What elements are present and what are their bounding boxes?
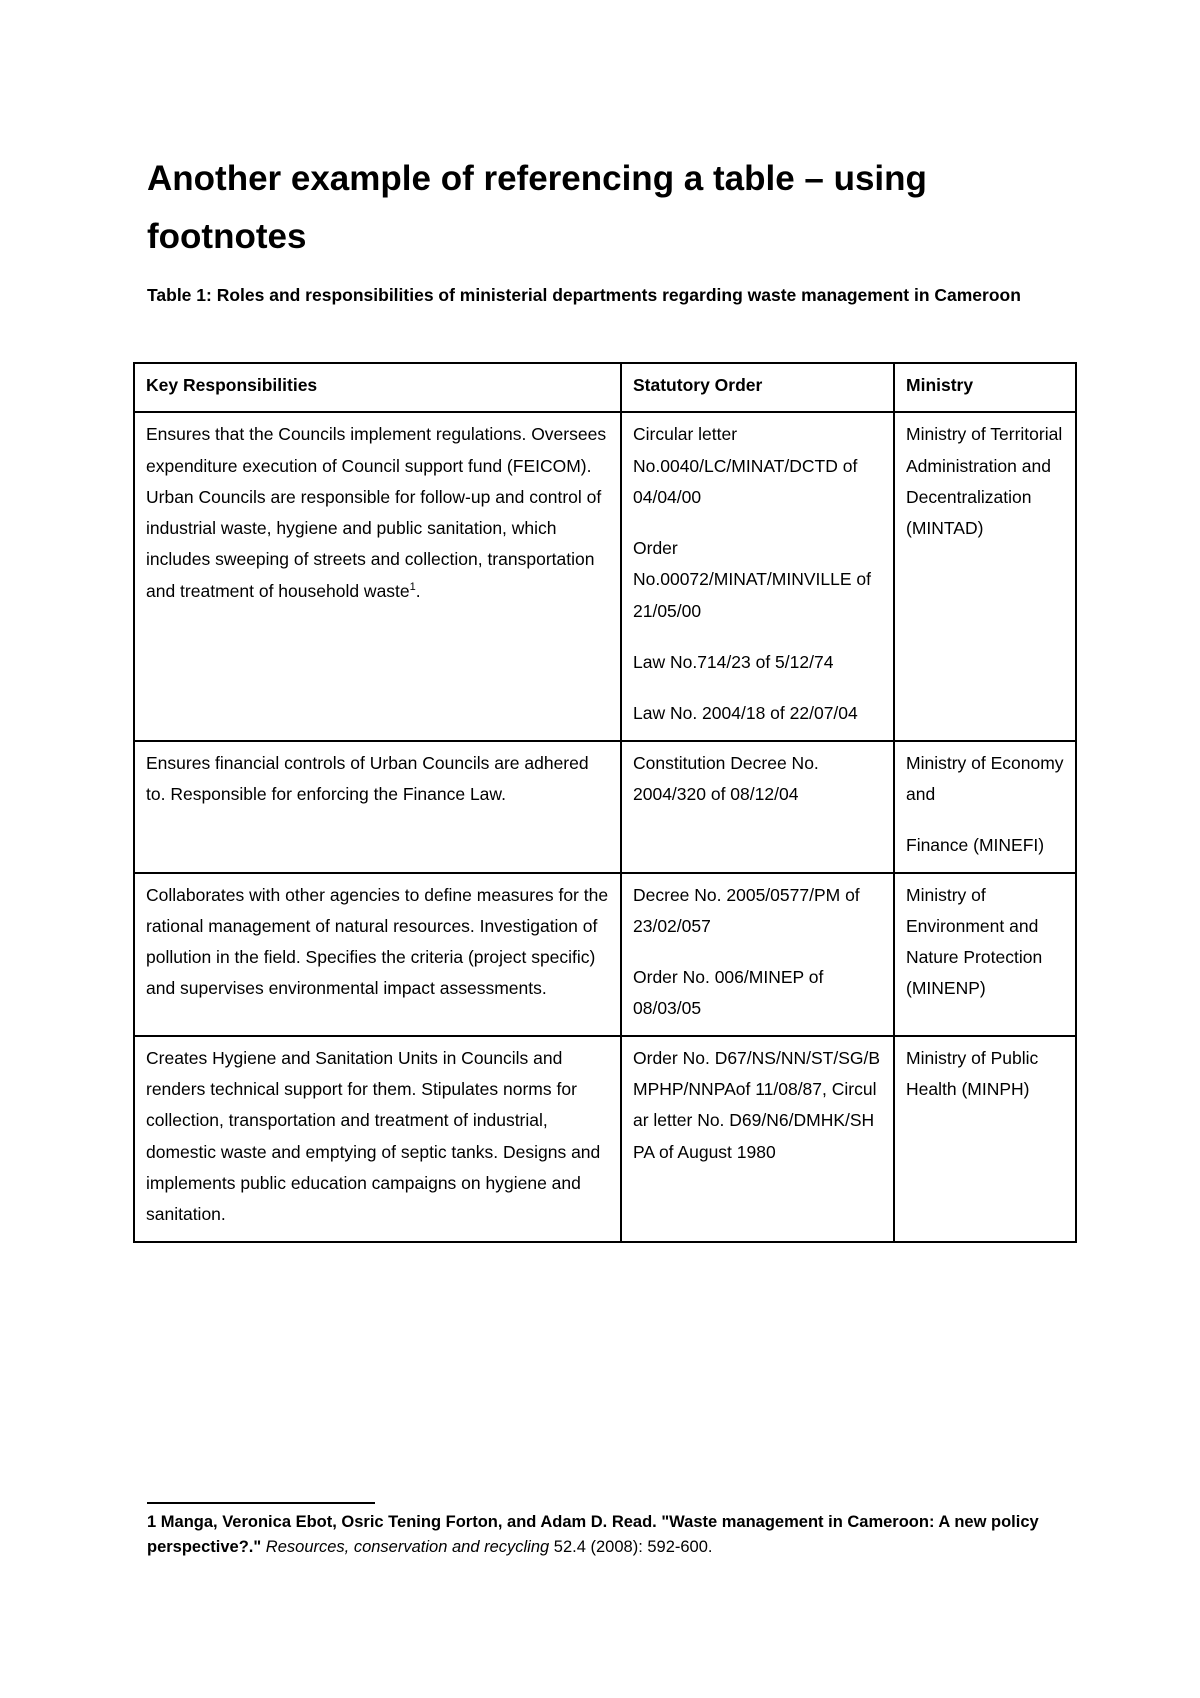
statutory-order-cell <box>621 1036 894 1242</box>
table-row <box>134 741 1076 873</box>
ministry-name: Finance (MINEFI) <box>906 835 1045 856</box>
ministry-name: Ministry of Economy and <box>906 752 1064 804</box>
footnote-separator <box>147 1502 375 1504</box>
responsibilities-cell <box>134 873 621 1036</box>
responsibilities-text: Ensures financial controls of Urban Councils are adhered to. Responsible for enforcing the Finance Law. <box>146 752 589 804</box>
column-header-ministry: Ministry <box>894 363 1076 412</box>
statutory-order-cell <box>621 741 894 873</box>
statutory-order: Law No.714/23 of 5/12/74 <box>633 652 834 673</box>
ministry-cell <box>894 412 1076 740</box>
table-row <box>134 873 1076 1036</box>
ministry-name: Ministry of Environment and Nature Protection (MINENP) <box>906 884 1043 999</box>
responsibilities-cell <box>134 412 621 740</box>
footnote-title: "Waste management in Cameroon: A new policy perspective?." <box>147 1513 1039 1556</box>
statutory-order-cell <box>621 412 894 740</box>
footnote-authors: Manga, Veronica Ebot, Osric Tening Forton, and Adam D. Read. <box>160 1513 657 1531</box>
table-caption: Table 1: Roles and responsibilities of ministerial departments regarding waste management in Cameroon <box>147 285 1021 305</box>
statutory-order: Order No.00072/MINAT/MINVILLE of 21/05/00 <box>633 538 871 621</box>
page-title: Another example of referencing a table – using footnotes <box>147 159 927 256</box>
column-header-statutory-order: Statutory Order <box>621 363 894 412</box>
footnote-citation: 52.4 (2008): 592-600. <box>553 1538 713 1556</box>
statutory-order: Order No. D67/NS/NN/ST/SG/BMPHP/NNPAof 11/08/87, Circular letter No. D69/N6/DMHK/SHPA of August 1980 <box>633 1047 881 1162</box>
responsibilities-cell <box>134 741 621 873</box>
footnote-number: 1 <box>147 1513 157 1531</box>
statutory-order: Decree No. 2005/0577/PM of 23/02/057 <box>633 884 860 936</box>
responsibilities-text: Creates Hygiene and Sanitation Units in Councils and renders technical support for them. Stipulates norms for collection, transportation and treatment of industrial, domestic waste and emptying of septic tanks. Designs and implements public education campaigns on hygiene and sanitation. <box>146 1047 601 1225</box>
footnote <box>147 1510 1047 1560</box>
table-row <box>134 1036 1076 1242</box>
responsibilities-text: Collaborates with other agencies to define measures for the rational management of natural resources. Investigation of pollution in the field. Specifies the criteria (project specific) and supervises environmental impact assessments. <box>146 884 609 999</box>
responsibilities-text: Ensures that the Councils implement regulations. Oversees expenditure execution of Council support fund (FEICOM). Urban Councils are responsible for follow-up and control of industrial waste, hygiene and public sanitation, which includes sweeping of streets and collection, transportation and treatment of household waste <box>146 424 607 601</box>
statutory-order: Order No. 006/MINEP of 08/03/05 <box>633 967 824 1019</box>
ministry-cell <box>894 873 1076 1036</box>
roles-table <box>133 362 1077 1243</box>
column-header-key-responsibilities: Key Responsibilities <box>134 363 621 412</box>
ministry-cell <box>894 1036 1076 1242</box>
footnote-journal: Resources, conservation and recycling <box>265 1538 550 1556</box>
sentence-end: . <box>415 580 421 601</box>
statutory-order: Law No. 2004/18 of 22/07/04 <box>633 703 858 724</box>
ministry-name: Ministry of Territorial Administration and Decentralization (MINTAD) <box>906 424 1063 539</box>
table-header-row <box>134 363 1076 412</box>
statutory-order: Circular letter No.0040/LC/MINAT/DCTD of 04/04/00 <box>633 424 858 507</box>
table-row <box>134 412 1076 740</box>
statutory-order: Constitution Decree No. 2004/320 of 08/12/04 <box>633 752 819 804</box>
responsibilities-cell <box>134 1036 621 1242</box>
ministry-name: Ministry of Public Health (MINPH) <box>906 1047 1039 1100</box>
ministry-cell <box>894 741 1076 873</box>
footnote-reference[interactable]: 1 <box>409 580 416 593</box>
statutory-order-cell <box>621 873 894 1036</box>
